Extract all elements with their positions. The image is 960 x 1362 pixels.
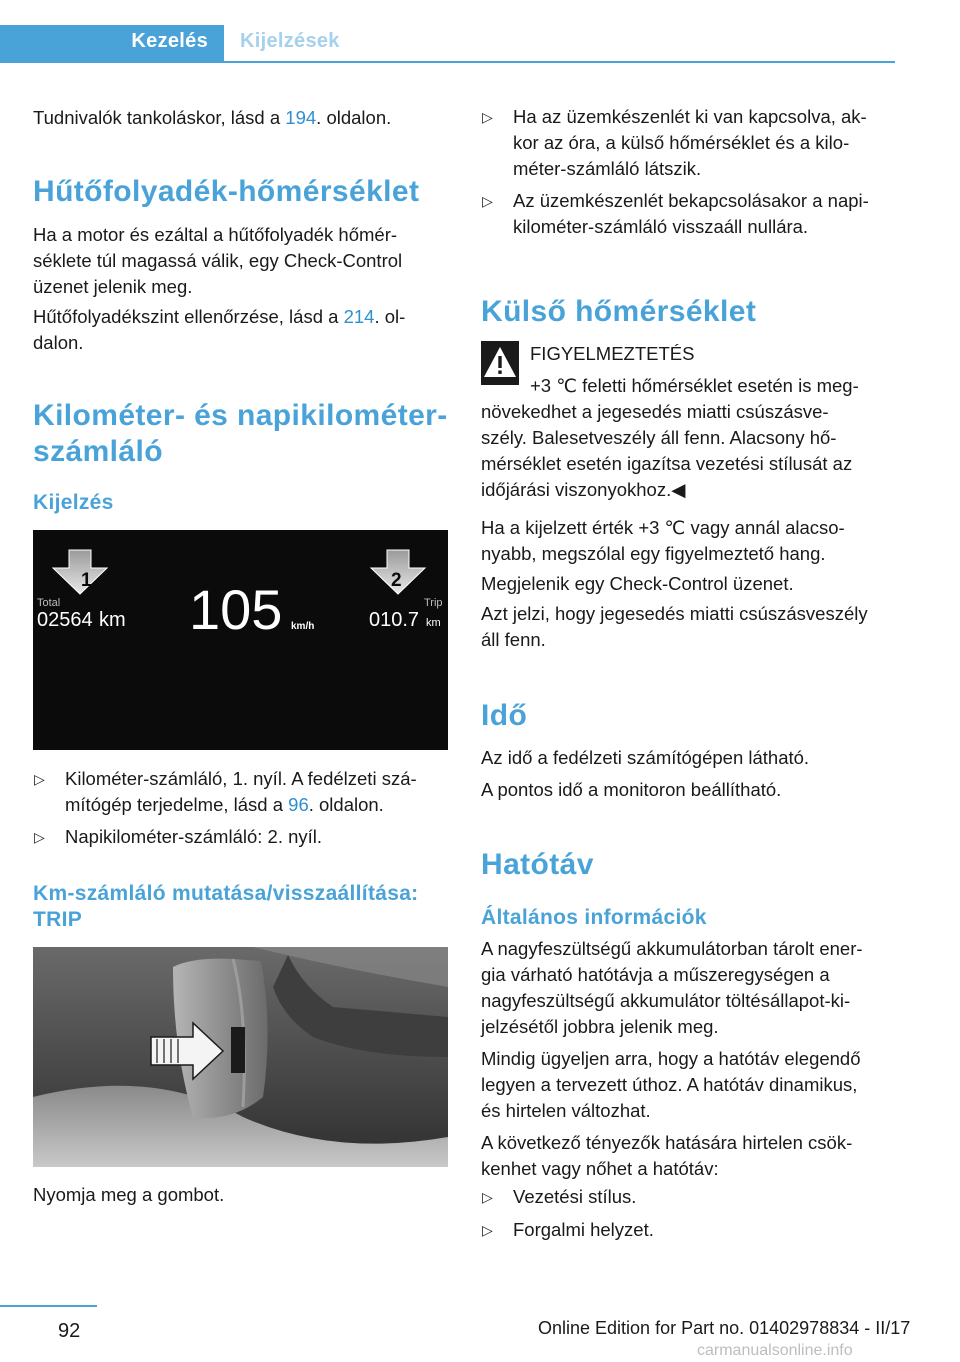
outside-temp-paragraph-3: Azt jelzi, hogy jegesedés miatti csúszásveszély áll fenn. xyxy=(481,603,868,650)
header-divider xyxy=(0,61,895,63)
trip-button-photo xyxy=(33,947,448,1167)
coolant-paragraph: Ha a motor és ezáltal a hűtőfolyadék hőmér- séklete túl magassá válik, egy Check-Control üzenet jelenik meg. xyxy=(33,224,403,297)
speed-value: 105 xyxy=(189,578,283,641)
subtitle-general-info: Általános információk xyxy=(481,906,707,929)
page-link-194[interactable]: 194 xyxy=(285,107,317,128)
tab-kezeles[interactable]: Kezelés xyxy=(0,25,224,62)
instrument-cluster-graphic xyxy=(33,530,448,750)
warning-line-1: +3 ℃ feletti hőmérséklet esetén is meg- xyxy=(530,375,859,396)
section-title-odometer: Kilométer- és napikilométer- számláló xyxy=(33,399,448,468)
bullet-ready-on: ▷ Az üzemkészenlét bekapcsolásakor a napi- kilométer-számláló visszaáll nullára. xyxy=(482,190,869,237)
bullet-triangle-icon: ▷ xyxy=(482,109,493,125)
section-title-coolant: Hűtőfolyadék-hőmérséklet xyxy=(33,175,420,208)
warning-triangle-icon xyxy=(481,341,519,385)
page-link-214[interactable]: 214 xyxy=(343,306,375,327)
trip-button xyxy=(231,1027,245,1073)
bullet-triangle-icon: ▷ xyxy=(482,1189,493,1205)
arrow-2-label: 2 xyxy=(391,570,402,591)
range-paragraph-3: A következő tényezők hatására hirtelen csök- kenhet vagy nőhet a hatótáv: xyxy=(481,1132,853,1179)
page-header xyxy=(0,25,895,62)
footer-divider xyxy=(0,1305,97,1307)
warning-text: növekedhet a jegesedés miatti csúszásve- szély. Balesetveszély áll fenn. Alacsony hő- mérséklet esetén igazítsa vezetési stílusát az időjárási viszonyokhoz.◀ xyxy=(481,401,853,500)
subtitle-display: Kijelzés xyxy=(33,491,114,514)
outside-temp-paragraph-2: Megjelenik egy Check-Control üzenet. xyxy=(481,573,794,594)
trip-value: 010.7 xyxy=(369,609,420,631)
watermark: carmanualsonline.info xyxy=(697,1342,853,1359)
arrow-1-label: 1 xyxy=(81,570,92,591)
intro-text: Tudnivalók tankoláskor, lásd a 194. oldalon. xyxy=(33,107,392,128)
trip-unit: km xyxy=(426,617,441,629)
bullet-odometer: ▷ Kilométer-számláló, 1. nyíl. A fedélzeti szá- mítógép terjedelme, lásd a 96. oldalon. xyxy=(34,768,417,815)
total-label: Total xyxy=(37,597,61,609)
outside-temp-paragraph-1: Ha a kijelzett érték +3 ℃ vagy annál alacso- nyabb, megszólal egy figyelmeztető hang. xyxy=(481,517,845,564)
warning-box xyxy=(481,341,519,385)
section-title-range: Hatótáv xyxy=(481,848,594,881)
range-paragraph-1: A nagyfeszültségű akkumulátorban tárolt ener- gia várható hatótávja a műszeregységen a nagyfeszültségű akkumulátor töltésállapot-ki- jelzésétől jobbra jelenik meg. xyxy=(481,938,863,1037)
bullet-traffic: ▷ Forgalmi helyzet. xyxy=(481,1217,901,1243)
bullet-triangle-icon: ▷ xyxy=(34,829,45,845)
section-title-time: Idő xyxy=(481,699,528,732)
tab-kijelzesek[interactable]: Kijelzések xyxy=(240,30,340,52)
speed-unit: km/h xyxy=(291,621,315,632)
subtitle-trip-reset: Km-számláló mutatása/visszaállítása: TRIP xyxy=(33,882,419,931)
range-paragraph-2: Mindig ügyeljen arra, hogy a hatótáv elegendő legyen a tervezett úthoz. A hatótáv dinamikus, és hirtelen változhat. xyxy=(481,1048,861,1121)
bullet-triangle-icon: ▷ xyxy=(482,1222,493,1238)
total-value: 02564 xyxy=(37,609,93,631)
bullet-triangle-icon: ▷ xyxy=(34,771,45,787)
time-paragraph-1: Az idő a fedélzeti számítógépen látható. xyxy=(481,747,810,768)
press-button-text: Nyomja meg a gombot. xyxy=(33,1184,225,1205)
coolant-level-paragraph: Hűtőfolyadékszint ellenőrzése, lásd a 214. ol- dalon. xyxy=(33,306,406,353)
section-title-outside-temp: Külső hőmérséklet xyxy=(481,295,757,328)
warning-heading: FIGYELMEZTETÉS xyxy=(530,343,695,364)
bullet-triangle-icon: ▷ xyxy=(482,193,493,209)
bullet-driving-style: ▷ Vezetési stílus. xyxy=(481,1184,901,1210)
time-paragraph-2: A pontos idő a monitoron beállítható. xyxy=(481,779,782,800)
edition-text: Online Edition for Part no. 01402978834 - II/17 xyxy=(538,1318,911,1338)
page-link-96[interactable]: 96 xyxy=(288,794,309,815)
bullet-ready-off: ▷ Ha az üzemkészenlét ki van kapcsolva, ak- kor az óra, a külső hőmérséklet és a kilo- méter-számláló látszik. xyxy=(482,106,867,179)
trip-label: Trip xyxy=(424,597,443,609)
page-number: 92 xyxy=(58,1320,81,1342)
instrument-cluster-image xyxy=(33,530,448,750)
total-unit: km xyxy=(99,609,126,631)
trip-button-graphic xyxy=(33,947,448,1167)
bullet-tripmeter: ▷ Napikilométer-számláló: 2. nyíl. xyxy=(33,824,453,850)
